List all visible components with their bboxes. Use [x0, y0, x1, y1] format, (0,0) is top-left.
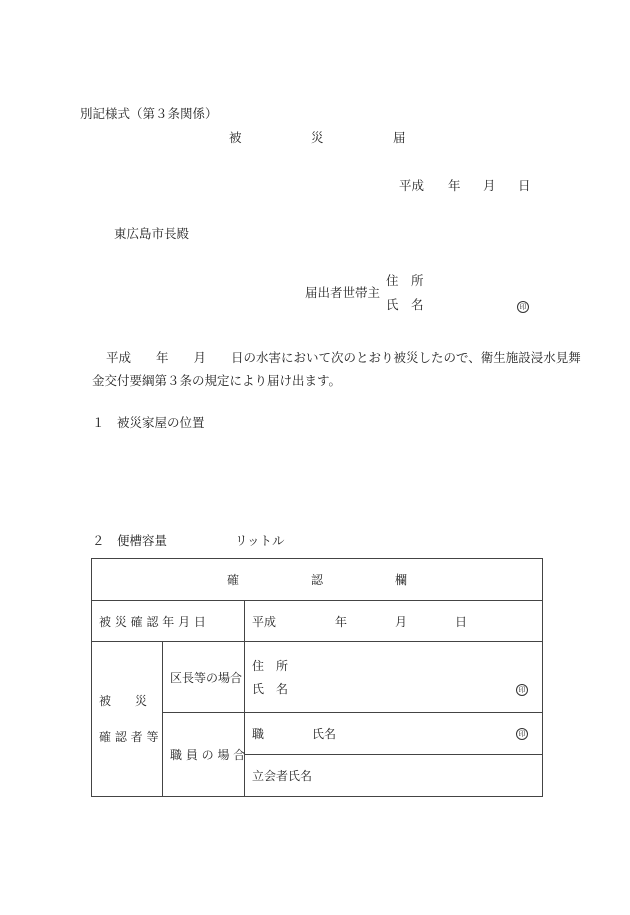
- staff-seal-mark: 印: [516, 728, 528, 740]
- staff-name-label: 氏名: [312, 727, 337, 741]
- body-line-1: 平成 年 月 日の水害において次のとおり被災したので、衛生施設浸水見舞: [106, 350, 581, 365]
- title-char-1: 被: [229, 130, 242, 145]
- date-row-label: 被 災 確 認 年 月 日: [92, 601, 245, 642]
- confirmer-line-1: 被 災: [99, 694, 148, 708]
- header-char-3: 欄: [395, 573, 408, 587]
- form-label: 別記様式（第３条関係）: [80, 106, 218, 121]
- ward-case-label: 区長等の場合: [163, 642, 245, 713]
- ward-fields: [245, 642, 543, 713]
- applicant-name-label: 氏 名: [386, 297, 424, 312]
- date-row-value: [245, 601, 543, 642]
- addressee: 東広島市長殿: [114, 226, 190, 241]
- item-2-capacity-label: ２ 便槽容量: [92, 533, 168, 548]
- ward-name-label: 氏 名: [252, 681, 289, 696]
- date-row-era: 平成: [252, 614, 277, 629]
- title-char-2: 災: [311, 130, 324, 145]
- date-row-year: 年: [335, 614, 348, 629]
- ward-address-label: 住 所: [252, 658, 289, 673]
- header-char-2: 認: [311, 573, 324, 587]
- ward-name-row: [252, 683, 542, 695]
- ward-row: [92, 642, 543, 713]
- body-line-2: 金交付要綱第３条の規定により届け出ます。: [92, 373, 342, 388]
- witness-label: 立会者氏名: [245, 755, 543, 797]
- applicant-label: 届出者世帯主: [305, 285, 381, 300]
- header-char-1: 確: [226, 573, 239, 587]
- confirmer-line-2: 確 認 者 等: [99, 730, 159, 744]
- ward-seal-mark: 印: [516, 684, 528, 696]
- item-1-location: １ 被災家屋の位置: [92, 415, 205, 430]
- item-2-capacity-unit: リットル: [235, 533, 285, 548]
- date-row: [92, 601, 543, 642]
- confirmer-cell: [92, 642, 163, 797]
- date-row-month: 月: [395, 614, 408, 629]
- confirmation-header-row: [92, 559, 543, 601]
- confirmation-header: [92, 559, 543, 601]
- date-year: 年: [448, 178, 461, 193]
- title-char-3: 届: [393, 130, 406, 145]
- applicant-address-label: 住 所: [386, 273, 424, 288]
- staff-fields: [245, 713, 543, 755]
- date-day: 日: [518, 178, 531, 193]
- date-month: 月: [483, 178, 496, 193]
- applicant-seal-mark: 印: [517, 299, 529, 313]
- staff-post-label: 職: [252, 727, 265, 741]
- staff-case-label: 職 員 の 場 合: [163, 713, 245, 797]
- date-row-day: 日: [455, 614, 468, 629]
- confirmation-table: [91, 558, 543, 797]
- date-era: 平成: [399, 178, 425, 193]
